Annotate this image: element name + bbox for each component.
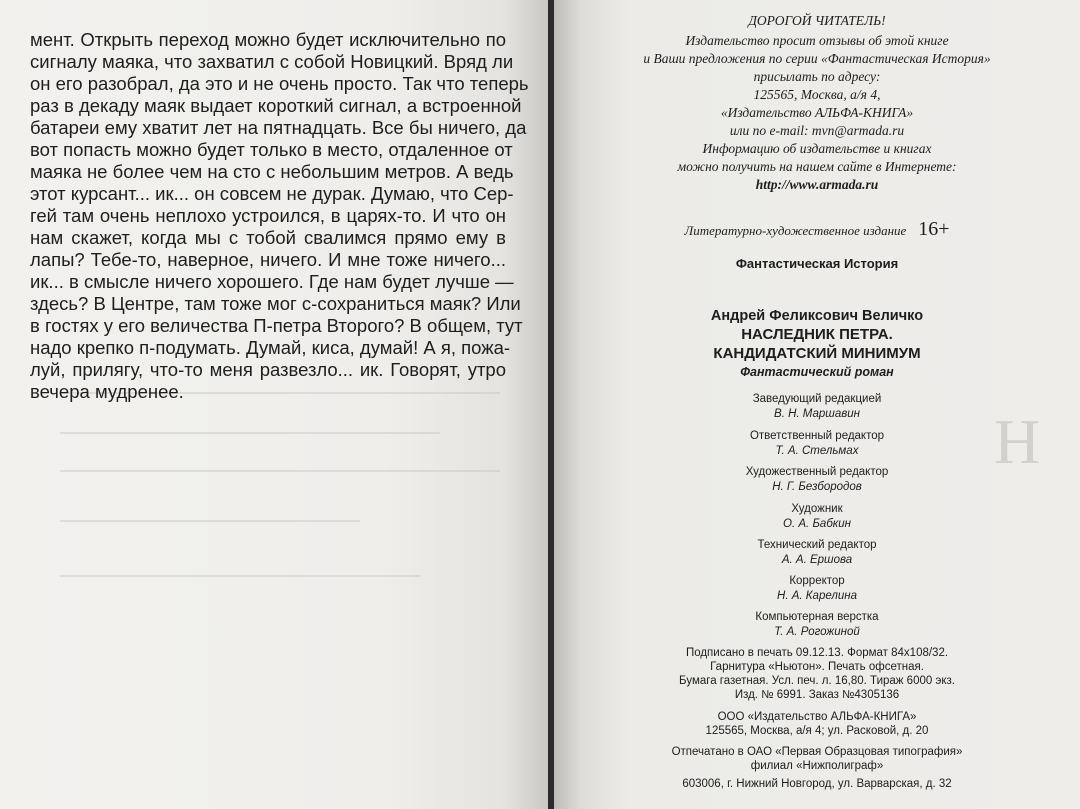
show-through-line (60, 470, 500, 472)
credit-name: В. Н. Маршавин (774, 408, 860, 420)
body-text-line: луй, прилягу, что-то меня развезло... ик. Говорят, утро (30, 359, 506, 380)
imprint-line: Гарнитура «Ньютон». Печать офсетная. (710, 661, 924, 673)
edition-info (554, 218, 1080, 241)
credit-name: А. А. Ершова (781, 554, 853, 566)
credit-role: Ответственный редактор (749, 430, 885, 442)
book-title-line1: НАСЛЕДНИК ПЕТРА. (741, 326, 893, 343)
credit-role: Художественный редактор (745, 466, 889, 478)
body-text-line: ик... в смысле ничего хорошего. Где нам будет лучше — (30, 271, 514, 292)
reader-notice-line: Издательство просит отзывы об этой книге (685, 33, 949, 48)
genre: Фантастический роман (740, 365, 894, 379)
show-through-line (60, 575, 420, 577)
reader-notice-line: присылать по адресу: (753, 69, 881, 84)
body-text-line: здесь? В Центре, там тоже мог с-сохраниться маяк? Или (30, 293, 521, 314)
imprint-line: Подписано в печать 09.12.13. Формат 84х108/32. (685, 647, 949, 659)
printer-line: Отпечатано в ОАО «Первая Образцовая типография» (671, 746, 963, 758)
show-through-line (60, 520, 360, 522)
publisher-line: ООО «Издательство АЛЬФА-КНИГА» (717, 711, 917, 723)
author-name: Андрей Феликсович Величко (710, 308, 924, 324)
age-rating: 16+ (918, 218, 950, 240)
credit-name: Т. А. Стельмах (775, 445, 859, 457)
body-text-line: надо крепко п-подумать. Думай, киса, думай! А я, пожа- (30, 337, 511, 358)
body-text-line: нам скажет, когда мы с тобой свалимся прямо ему в (30, 227, 506, 248)
website-url: http://www.armada.ru (755, 177, 879, 192)
credit-role: Художник (791, 503, 843, 515)
series-name: Фантастическая История (735, 256, 899, 271)
reader-notice-line: Информацию об издательстве и книгах (702, 141, 932, 156)
body-text-line: батареи ему хватит лет на пятнадцать. Все бы ничего, да (30, 117, 527, 138)
reader-notice-line: «Издательство АЛЬФА-КНИГА» (720, 105, 914, 120)
reader-notice-line: 125565, Москва, а/я 4, (753, 87, 881, 102)
reader-notice-line: можно получить на нашем сайте в Интернете: (677, 159, 957, 174)
credit-role: Заведующий редакцией (752, 393, 882, 405)
body-text-line: мент. Открыть переход можно будет исключительно по (30, 29, 506, 50)
credit-name: Н. Г. Безбородов (772, 481, 862, 493)
credit-name: Н. А. Карелина (777, 590, 857, 602)
book-title-line2: КАНДИДАТСКИЙ МИНИМУМ (713, 345, 921, 362)
body-text-line: маяка не более чем на сто с небольшим метров. А ведь (30, 161, 514, 182)
credit-role: Компьютерная верстка (755, 611, 879, 623)
imprint-line: Изд. № 6991. Заказ №4305136 (734, 689, 900, 701)
right-page (554, 0, 1080, 809)
show-through-line (60, 432, 440, 434)
body-text-line: гей там очень неплохо устроился, в царях-то. И что он (30, 205, 506, 226)
imprint-line: Бумага газетная. Усл. печ. л. 16,80. Тираж 6000 экз. (679, 675, 955, 687)
credit-role: Технический редактор (757, 539, 877, 551)
edition-type: Литературно-художественное издание (684, 223, 907, 238)
credit-name: Т. А. Рогожиной (774, 626, 860, 638)
body-text-line: сигналу маяка, что захватил с собой Новицкий. Вряд ли (30, 51, 514, 72)
reader-notice-line: или по e-mail: mvn@armada.ru (729, 123, 905, 138)
show-through-text: Н (994, 406, 1043, 477)
body-text-line: вечера мудренее. (30, 381, 184, 402)
body-text-line: в гостях у его величества П-петра Второго? В общем, тут (30, 315, 523, 336)
reader-notice-line: и Ваши предложения по серии «Фантастическая История» (643, 51, 991, 66)
body-text-line: лапы? Тебе-то, наверное, ничего. И мне тоже ничего... (30, 249, 506, 270)
credit-name: О. А. Бабкин (783, 518, 851, 530)
publisher-line: 125565, Москва, а/я 4; ул. Расковой, д. 20 (705, 725, 929, 737)
reader-notice-line: ДОРОГОЙ ЧИТАТЕЛЬ! (748, 13, 886, 28)
credit-role: Корректор (789, 575, 845, 587)
printer-line: филиал «Нижполиграф» (750, 760, 884, 772)
body-text-line: раз в декаду маяк выдает короткий сигнал, а встроенной (30, 95, 522, 116)
body-text-line: он его разобрал, да это и не очень просто. Так что теперь (30, 73, 529, 94)
printer-line: 603006, г. Нижний Новгород, ул. Варварская, д. 32 (682, 778, 952, 790)
body-text-line: вот попасть можно будет только в место, отдаленное от (30, 139, 513, 160)
body-text-line: этот курсант... ик... он совсем не дурак. Думаю, что Сер- (30, 183, 514, 204)
